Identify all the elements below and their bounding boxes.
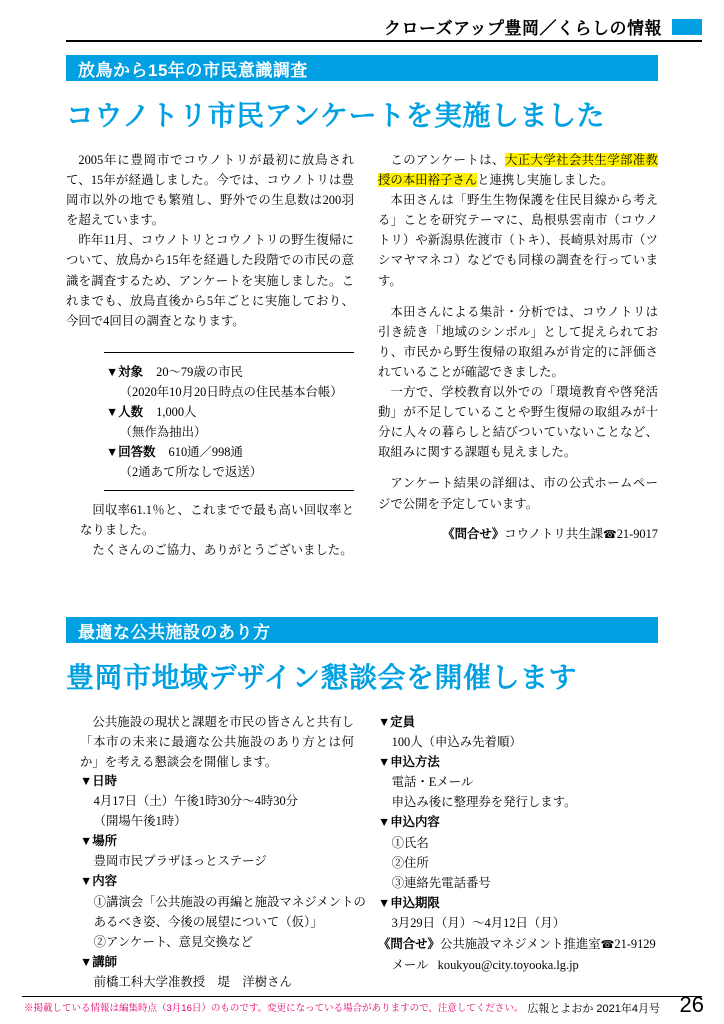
article1-right-p1-highlight: 大正大学社会共生学部准教授の本田裕子さん xyxy=(378,153,658,188)
article2-contact-tel: 21-9129 xyxy=(614,937,656,952)
article2-left-items xyxy=(80,771,370,992)
article1-contact-label: 《問合せ》 xyxy=(442,527,505,541)
article2-left-column xyxy=(80,712,354,772)
article1-left-p2: 昨年11月、コウノトリとコウノトリの野生復帰について、放鳥から15年を経過した段階での市民の意識を調査するため、アンケートを実施しました。これまでも、放鳥直後から5年ごとに実施しており、今回で4回目の調査となります。 xyxy=(66,233,354,328)
article2-mail-row xyxy=(378,955,658,975)
article1-band xyxy=(66,55,658,81)
item-line: ②住所 xyxy=(391,855,429,870)
spec-value: 20〜79歳の市民 xyxy=(156,365,243,379)
article2-right-items xyxy=(378,712,658,975)
spec-value: （2020年10月20日時点の住民基本台帳） xyxy=(119,385,343,400)
spec-row xyxy=(106,402,356,422)
article1-headline: コウノトリ市民アンケートを実施しました xyxy=(66,100,605,131)
list-item xyxy=(378,752,658,812)
item-line: 豊岡市民プラザほっとステージ xyxy=(93,854,267,869)
spec-row xyxy=(106,462,356,482)
spec-value: 1,000人 xyxy=(156,405,197,420)
article2-mail-label: メール xyxy=(391,957,429,972)
article1-right-column xyxy=(378,150,658,514)
footer-divider xyxy=(22,996,702,997)
article1-left-p4: たくさんのご協力、ありがとうございました。 xyxy=(92,543,353,558)
list-item xyxy=(378,712,658,752)
item-line: 申込み後に整理券を発行します。 xyxy=(391,795,577,810)
spec-row xyxy=(106,442,356,462)
item-label: ▼場所 xyxy=(80,834,118,849)
spec-value: （無作為抽出） xyxy=(119,425,207,440)
spec-label: ▼人数 xyxy=(106,405,144,420)
list-item xyxy=(378,812,658,892)
item-label: ▼講師 xyxy=(80,954,118,969)
spec-row xyxy=(106,362,356,382)
article1-right-p1-pre: このアンケートは、 xyxy=(390,153,505,167)
item-line: ②アンケート、意見交換など xyxy=(93,934,253,949)
item-label: ▼申込内容 xyxy=(378,815,440,830)
article2-contact xyxy=(378,934,658,955)
header-blue-square-icon xyxy=(672,19,702,35)
list-item xyxy=(80,952,370,992)
article1-left-p3: 回収率61.1％と、これまでで最も高い回収率となりました。 xyxy=(80,503,354,538)
spec-label: ▼対象 xyxy=(106,365,144,379)
article1-left-p1: 2005年に豊岡市でコウノトリが最初に放鳥されて、15年が経過しました。今では、コウノトリは豊岡市以外の地でも繁殖し、野外での生息数は200羽を超えています。 xyxy=(66,153,354,228)
spacer xyxy=(378,291,658,302)
footer-meta: 広報とよおか 2021年4月号 xyxy=(527,1003,660,1015)
spec-row xyxy=(106,382,356,402)
item-line-lecturer xyxy=(80,972,370,992)
spacer xyxy=(378,462,658,473)
item-label: ▼申込期限 xyxy=(378,895,440,910)
article2-contact-dept: 公共施設マネジメント推進室 xyxy=(439,937,601,952)
article1-right-p4: 一方で、学校教育以外での「環境教育や啓発活動」が不足していることや野生復帰の取組みが十分に人々の暮らしと結びついていないことなど、取組みに関する課題も見えました。 xyxy=(378,385,658,460)
article2-band-label: 最適な公共施設のあり方 xyxy=(78,622,271,642)
item-label: ▼内容 xyxy=(80,874,118,889)
article2-band xyxy=(66,617,658,643)
article1-left-column xyxy=(66,150,354,331)
list-item xyxy=(80,871,370,951)
spec-row xyxy=(106,422,356,442)
item-line: ①氏名 xyxy=(391,835,429,850)
article1-contact xyxy=(378,524,658,542)
spec-label: ▼回答数 xyxy=(106,445,156,460)
page-header xyxy=(0,14,702,39)
header-title: クローズアップ豊岡／くらしの情報 xyxy=(384,19,662,38)
list-item xyxy=(80,771,370,831)
article2-headline: 豊岡市地域デザイン懇談会を開催します xyxy=(66,662,578,693)
article1-band-label: 放鳥から15年の市民意識調査 xyxy=(78,60,308,80)
spec-value: （2通あて所なしで返送） xyxy=(119,465,263,480)
item-line: 3月29日（月）〜4月12日（月） xyxy=(391,915,566,930)
header-divider xyxy=(66,40,702,42)
phone-icon xyxy=(603,527,617,541)
article1-spec-list xyxy=(106,362,356,483)
page-number: 26 xyxy=(679,992,704,1017)
item-line: 4月17日（土）午後1時30分〜4時30分 xyxy=(93,794,299,809)
item-line: 100人（申込み先着順） xyxy=(391,735,522,750)
article1-right-p3: 本田さんによる集計・分析では、コウノトリは引き続き「地域のシンボル」として捉えられており、市民から野生復帰の取組みが肯定的に評価されていることが確認できました。 xyxy=(378,304,658,379)
article1-spec-rule-top xyxy=(104,352,354,353)
footer-note: ※掲載している情報は編集時点（3月16日）のものです。変更になっている場合がありますので、注意してください。 xyxy=(24,1003,524,1014)
phone-icon xyxy=(601,937,615,951)
article1-right-p1-post: と連携し実施しました。 xyxy=(477,173,614,188)
list-item xyxy=(378,893,658,933)
article1-contact-dept: コウノトリ共生課 xyxy=(504,527,603,541)
spec-value-main: 610通／998通 xyxy=(168,445,243,460)
item-label: ▼定員 xyxy=(378,715,416,729)
article2-left-p1: 公共施設の現状と課題を市民の皆さんと共有し「本市の未来に最適な公共施設のあり方とは何か」を考える懇談会を開催します。 xyxy=(80,715,354,770)
item-line: （開場午後1時） xyxy=(93,814,187,829)
lecturer-text: 前橋工科大学准教授 堤 洋樹さん xyxy=(93,974,292,989)
article1-contact-tel: 21-9017 xyxy=(616,527,658,541)
article1-spec-rule-bottom xyxy=(104,490,354,491)
list-item xyxy=(80,831,370,871)
article1-right-p5: アンケート結果の詳細は、市の公式ホームページで公開を予定しています。 xyxy=(378,476,658,511)
article1-right-p1 xyxy=(378,150,658,190)
article2-mail-value: koukyou@city.toyooka.lg.jp xyxy=(437,957,579,972)
article1-right-p2: 本田さんは「野生生物保護を住民目線から考える」ことを研究テーマに、島根県雲南市（コウノトリ）や新潟県佐渡市（トキ）、長崎県対馬市（ツシマヤマネコ）などでも同様の調査を行っています。 xyxy=(378,193,658,288)
item-label: ▼申込方法 xyxy=(378,755,440,770)
item-line: 電話・Eメール xyxy=(391,775,474,790)
article1-left-column-2 xyxy=(80,500,354,560)
article2-contact-label: 《問合せ》 xyxy=(378,937,440,952)
item-label: ▼日時 xyxy=(80,774,118,788)
item-line: ①講演会「公共施設の再編と施設マネジメントのあるべき姿、今後の展望について（仮）」 xyxy=(93,894,366,929)
item-line: ③連絡先電話番号 xyxy=(391,875,491,890)
